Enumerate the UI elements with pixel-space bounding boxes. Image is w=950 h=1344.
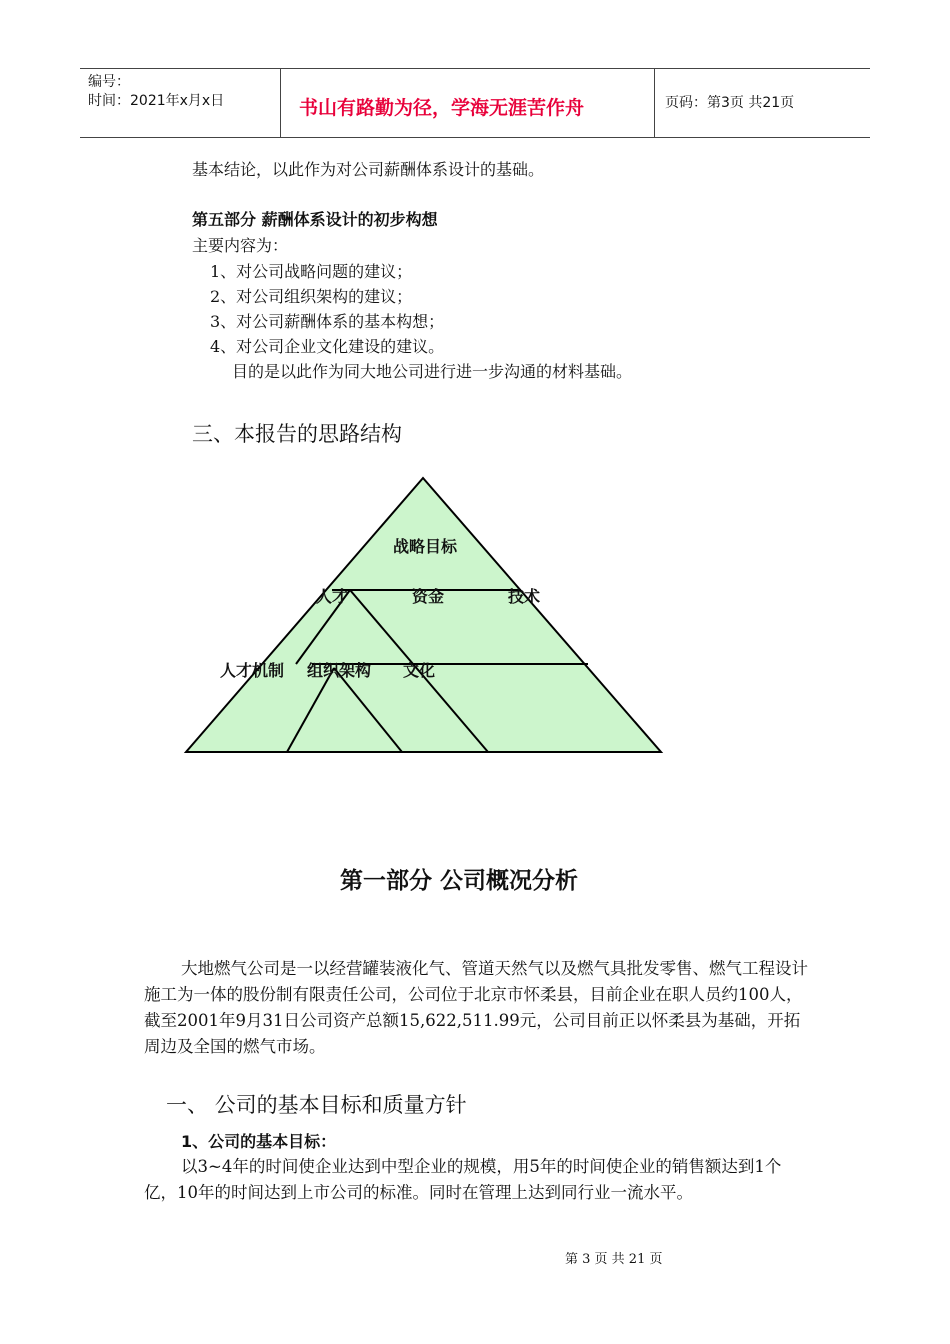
header-motto: 书山有路勤为径，学海无涯苦作舟: [299, 97, 585, 119]
page-footer: 第 3 页 共 21 页: [565, 1252, 663, 1267]
part1-title: 第一部分 公司概况分析: [339, 868, 578, 894]
part5-item: 2、对公司组织架构的建议；: [210, 287, 413, 306]
header-time: 时间：2021年x月x日: [88, 93, 225, 109]
header-number: 编号：: [88, 74, 130, 90]
pyramid-label-middle: 资金: [412, 587, 445, 606]
pyramid-outline: [186, 478, 661, 752]
pyramid-label-bottom: 人才机制: [220, 661, 285, 680]
section3-title: 三、本报告的思路结构: [192, 422, 402, 446]
section1-title: 一、 公司的基本目标和质量方针: [166, 1093, 467, 1117]
intro-line: 基本结论，以此作为对公司薪酬体系设计的基础。: [192, 160, 545, 179]
pyramid-label-middle: 技术: [508, 587, 541, 606]
header-page-number: 页码：第3页 共21页: [665, 95, 795, 111]
pyramid-label-middle: 人才: [316, 587, 349, 606]
part5-lead: 主要内容为：: [192, 236, 289, 255]
part5-title: 第五部分 薪酬体系设计的初步构想: [192, 210, 438, 229]
pyramid-label-bottom: 文化: [403, 661, 436, 680]
sub1-paragraph: 以3~4年的时间使企业达到中型企业的规模，用5年的时间使企业的销售额达到1个亿，10年的时间达到上市公司的标准。同时在管理上达到同行业一流水平。: [144, 1157, 782, 1202]
part5-item: 3、对公司薪酬体系的基本构想；: [210, 312, 445, 331]
pyramid-shapes: [186, 478, 661, 752]
part5-item: 4、对公司企业文化建设的建议。: [210, 337, 445, 356]
pyramid-label-top: 战略目标: [393, 537, 458, 556]
part5-purpose: 目的是以此作为同大地公司进行进一步沟通的材料基础。: [232, 362, 633, 381]
part5-item: 1、对公司战略问题的建议；: [210, 262, 413, 281]
pyramid-label-bottom: 组织架构: [307, 661, 372, 680]
part1-paragraph: 大地燃气公司是一以经营罐装液化气、管道天然气以及燃气具批发零售、燃气工程设计施工为一体的股份制有限责任公司，公司位于北京市怀柔县，目前企业在职人员约100人，截至2001年9月31日公司资产总额15,622,511.99元，公司目前正以怀柔县为基础，开拓周边及全国的燃气市场。: [144, 959, 808, 1056]
sub1-title: 1、公司的基本目标：: [181, 1132, 337, 1151]
